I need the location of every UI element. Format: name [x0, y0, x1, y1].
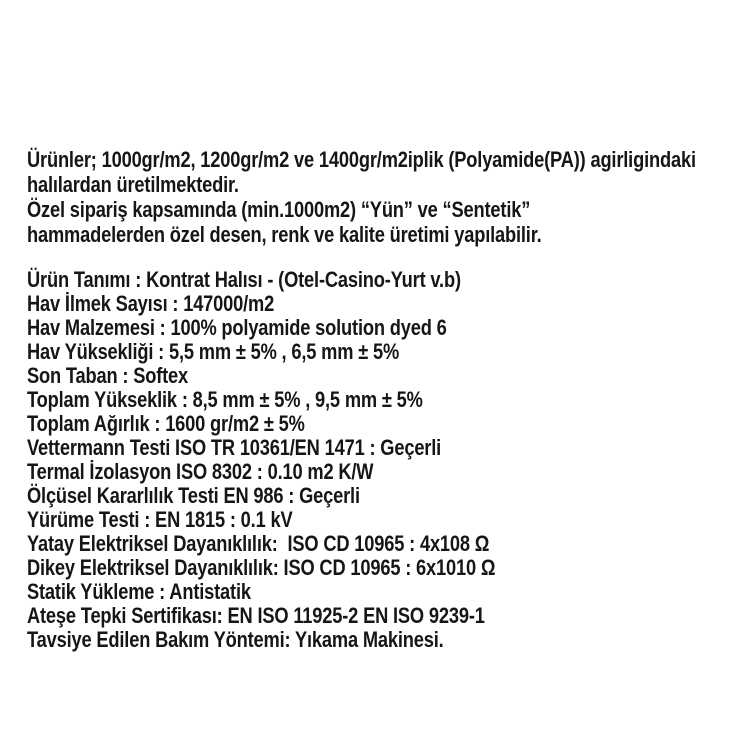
text-line: Ateşe Tepki Sertifikası: EN ISO 11925-2 EN ISO 9239-1: [27, 603, 485, 628]
text-line: Dikey Elektriksel Dayanıklılık: ISO CD 10965 : 6x1010 Ω: [27, 555, 496, 580]
text-line: Ürünler; 1000gr/m2, 1200gr/m2 ve 1400gr/m2iplik (Polyamide(PA)) agirligindaki: [27, 147, 696, 172]
text-line: Ölçüsel Kararlılık Testi EN 986 : Geçerli: [27, 483, 360, 508]
text-line: hammadelerden özel desen, renk ve kalite üretimi yapılabilir.: [27, 222, 542, 247]
text-line: Son Taban : Softex: [27, 363, 189, 388]
text-line: Tavsiye Edilen Bakım Yöntemi: Yıkama Makinesi.: [27, 627, 444, 652]
text-line: Vettermann Testi ISO TR 10361/EN 1471 : Geçerli: [27, 435, 442, 460]
product-spec-document: [27, 147, 741, 652]
text-line: Ürün Tanımı : Kontrat Halısı - (Otel-Casino-Yurt v.b): [27, 267, 461, 292]
intro-paragraph: [27, 147, 741, 247]
text-line: halılardan üretilmektedir.: [27, 172, 239, 197]
text-line: Termal İzolasyon ISO 8302 : 0.10 m2 K/W: [27, 459, 374, 484]
text-line: Özel sipariş kapsamında (min.1000m2) “Yün” ve “Sentetik”: [27, 197, 531, 222]
text-line: Hav Malzemesi : 100% polyamide solution dyed 6: [27, 315, 447, 340]
text-line: Statik Yükleme : Antistatik: [27, 579, 251, 604]
text-line: Hav İlmek Sayısı : 147000/m2: [27, 291, 275, 316]
text-line: Toplam Yükseklik : 8,5 mm ± 5% , 9,5 mm ± 5%: [27, 387, 423, 412]
text-line: Yatay Elektriksel Dayanıklılık: ISO CD 10965 : 4x108 Ω: [27, 531, 490, 556]
text-line: Toplam Ağırlık : 1600 gr/m2 ± 5%: [27, 411, 305, 436]
text-line: Yürüme Testi : EN 1815 : 0.1 kV: [27, 507, 293, 532]
spec-paragraph: [27, 268, 741, 652]
text-line: Hav Yüksekliği : 5,5 mm ± 5% , 6,5 mm ± 5%: [27, 339, 400, 364]
